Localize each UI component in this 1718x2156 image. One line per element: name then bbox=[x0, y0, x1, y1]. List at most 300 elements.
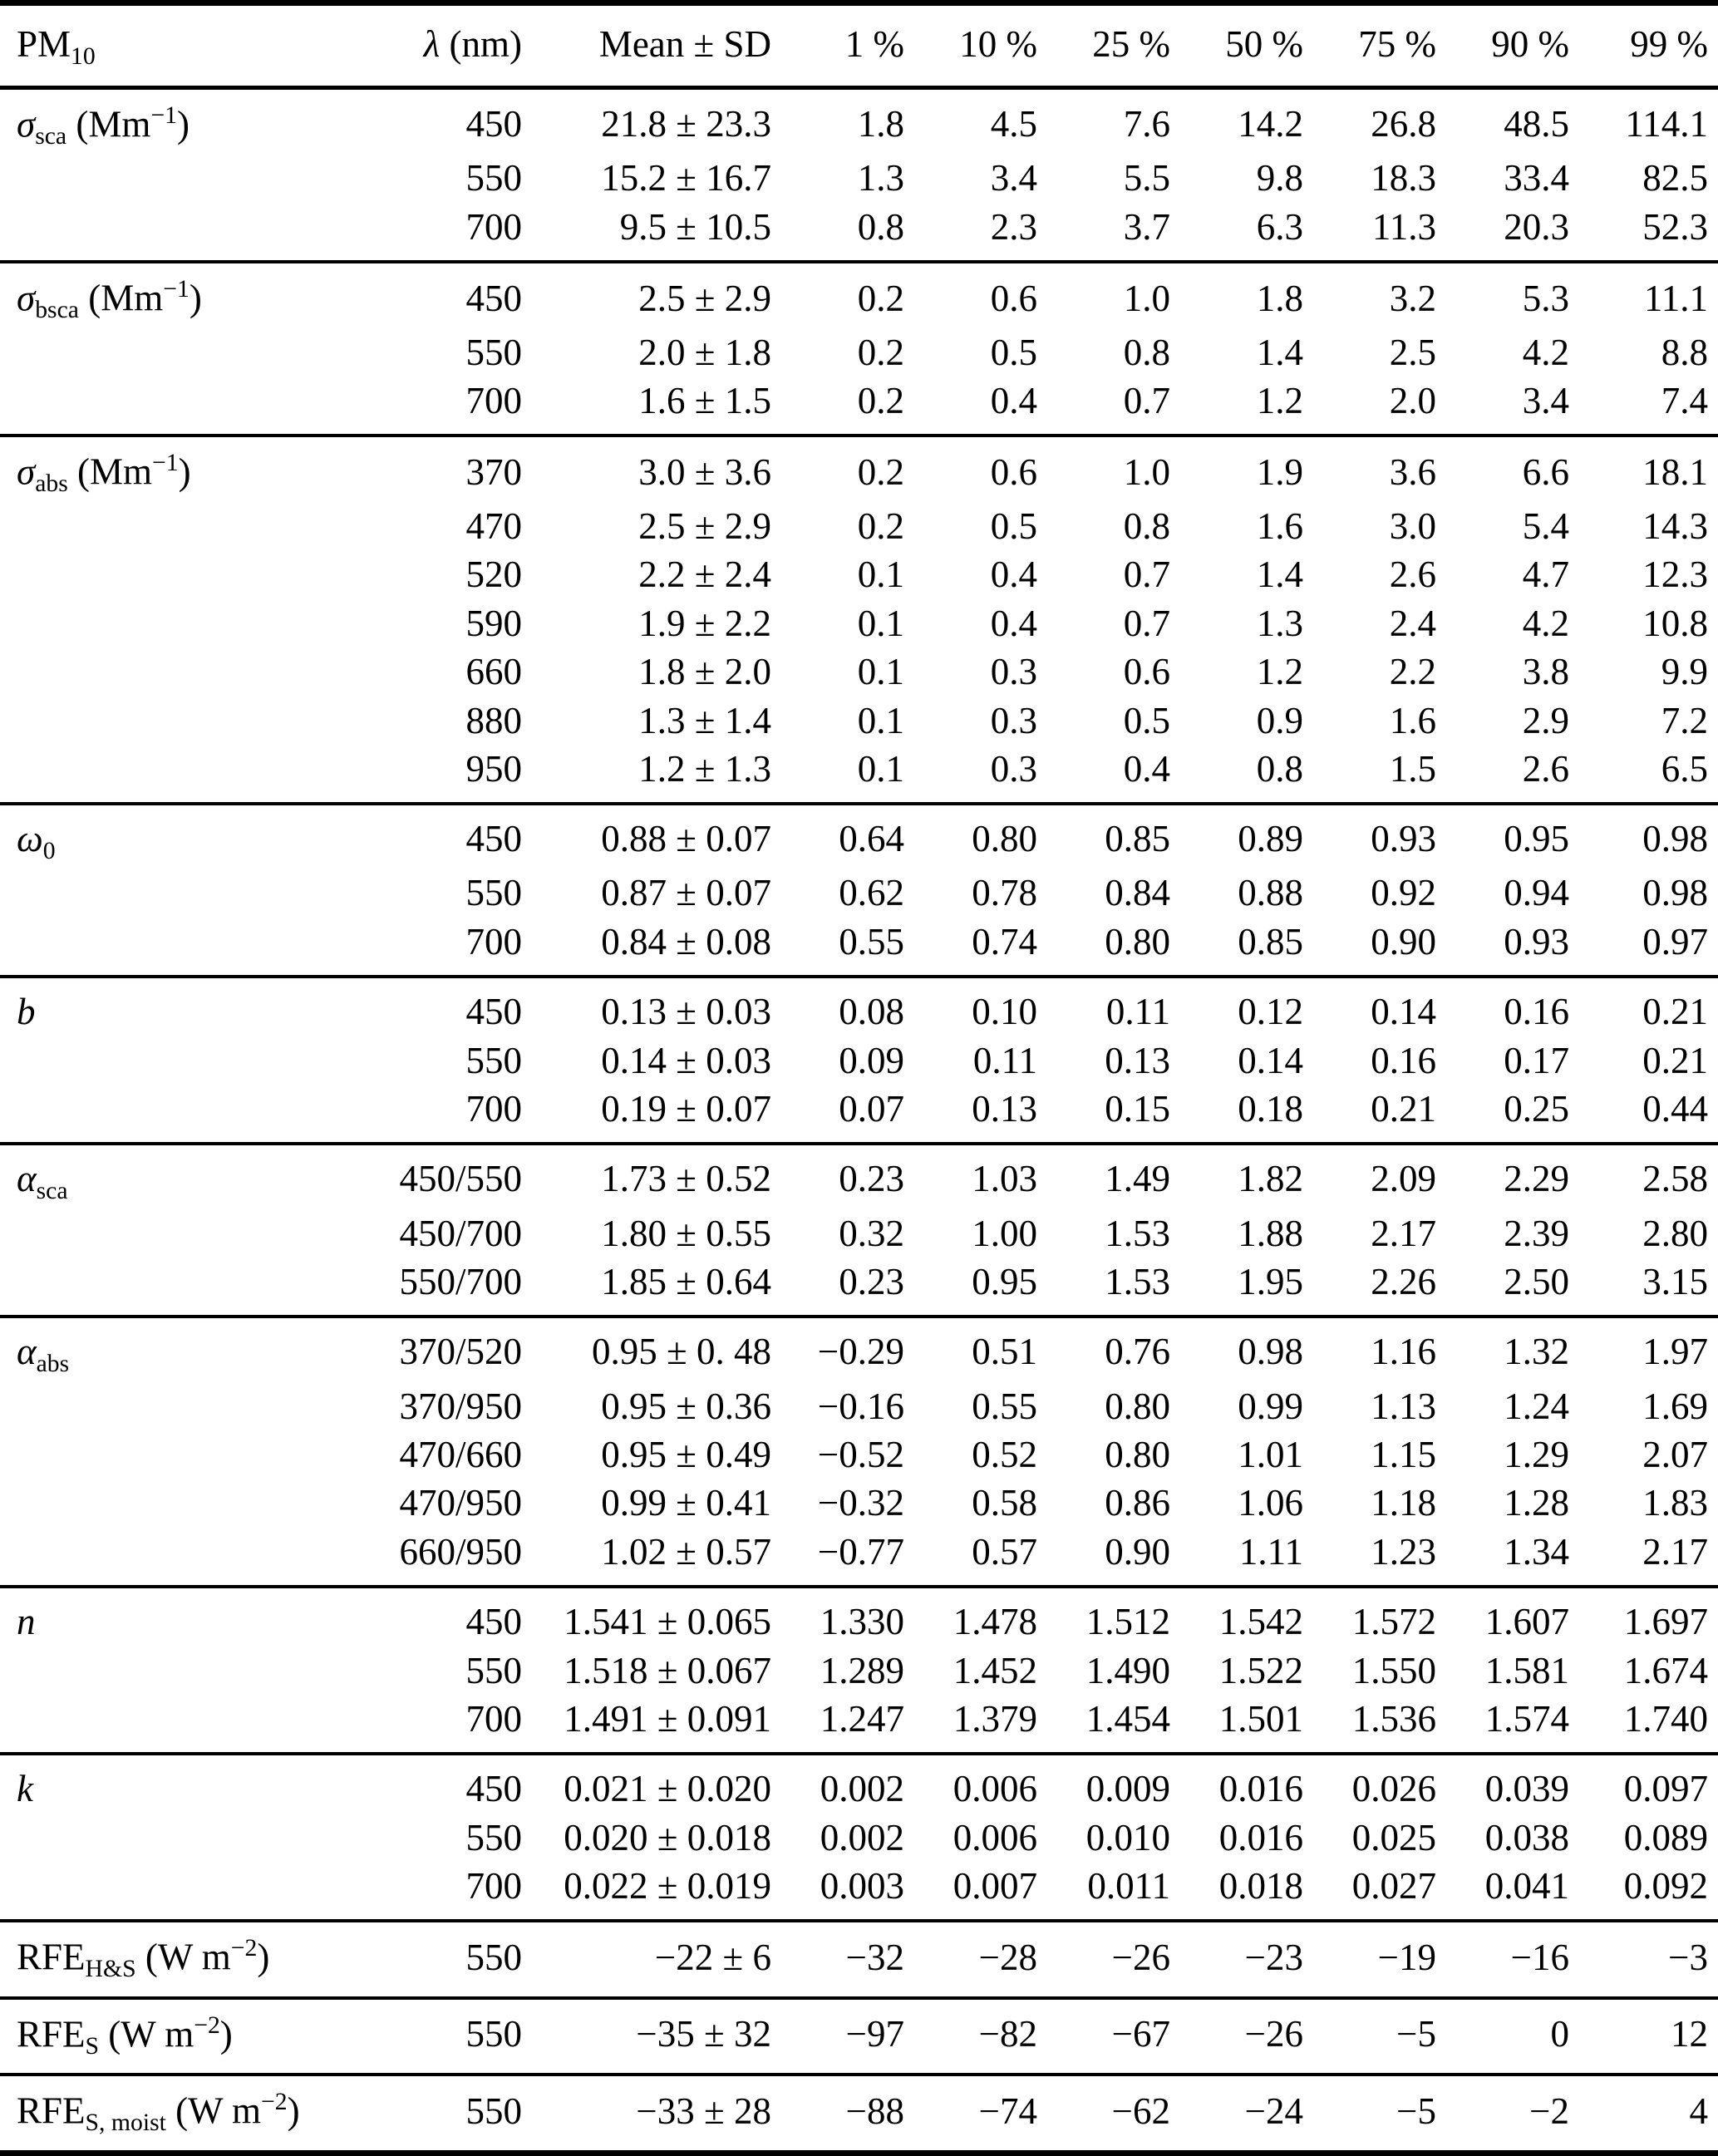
percentile-cell: 1.32 bbox=[1504, 1331, 1569, 1373]
label-part: sca bbox=[35, 123, 67, 150]
label-part: ) bbox=[189, 277, 202, 319]
percentile-cell: 4 bbox=[1579, 2075, 1718, 2153]
label-part: abs bbox=[35, 470, 68, 498]
row-label bbox=[0, 1317, 366, 1381]
percentile-cell: 1.03 bbox=[972, 1158, 1037, 1200]
row-label bbox=[0, 1998, 366, 2075]
mean-sd-cell: 0.99 ± 0.41 bbox=[601, 1482, 771, 1524]
row-label bbox=[0, 1754, 366, 1813]
lambda-cell: 550 bbox=[465, 331, 522, 373]
lambda-cell: 700 bbox=[366, 1862, 532, 1921]
label-part: (W m bbox=[99, 2013, 194, 2055]
lambda-cell: 470/660 bbox=[399, 1433, 522, 1475]
percentile-cell: 2.29 bbox=[1504, 1158, 1569, 1200]
label-part: S bbox=[85, 2033, 100, 2060]
percentile-cell: 0.1 bbox=[781, 745, 914, 804]
lambda-cell: 550/700 bbox=[366, 1258, 532, 1317]
percentile-cell: 0.7 bbox=[1123, 554, 1170, 596]
row-label bbox=[0, 1036, 366, 1085]
lambda-cell: 550 bbox=[465, 157, 522, 199]
mean-sd-cell: 1.9 ± 2.2 bbox=[638, 602, 771, 644]
percentile-cell: 0.57 bbox=[914, 1528, 1047, 1587]
percentile-cell: 12 bbox=[1579, 1998, 1718, 2075]
lambda-cell: 700 bbox=[366, 377, 532, 436]
table-row bbox=[0, 1695, 1718, 1754]
percentile-cell: 0.80 bbox=[972, 818, 1037, 860]
row-label bbox=[0, 1144, 366, 1208]
lambda-cell: 590 bbox=[465, 602, 522, 644]
row-label bbox=[0, 1085, 366, 1144]
percentile-cell: 0.8 bbox=[1123, 331, 1170, 373]
column-header-p90: 90 % bbox=[1446, 3, 1579, 88]
label-part: σ bbox=[17, 277, 36, 319]
percentile-cell: 0.6 bbox=[990, 450, 1037, 493]
column-header-pm10 bbox=[0, 3, 366, 88]
percentile-cell: 1.330 bbox=[820, 1601, 904, 1643]
percentile-cell: −0.16 bbox=[817, 1385, 904, 1427]
percentile-cell: 0.4 bbox=[990, 602, 1037, 644]
table-row bbox=[0, 502, 1718, 550]
percentile-cell: 1.289 bbox=[820, 1649, 904, 1691]
percentile-cell: 48.5 bbox=[1504, 103, 1569, 145]
percentile-cell: 0.78 bbox=[972, 872, 1037, 914]
percentile-cell: 0.026 bbox=[1351, 1768, 1436, 1810]
row-label bbox=[0, 1430, 366, 1479]
percentile-cell: 9.8 bbox=[1256, 157, 1303, 199]
percentile-cell: 0.025 bbox=[1351, 1816, 1436, 1858]
percentile-cell: 2.39 bbox=[1504, 1212, 1569, 1254]
percentile-cell: 1.49 bbox=[1105, 1158, 1170, 1200]
table-row bbox=[0, 1317, 1718, 1381]
percentile-cell: 1.16 bbox=[1371, 1331, 1436, 1373]
mean-sd-cell: 0.95 ± 0.36 bbox=[601, 1385, 771, 1427]
percentile-cell: 0.097 bbox=[1623, 1768, 1708, 1810]
percentile-cell: 0.99 bbox=[1238, 1385, 1303, 1427]
percentile-cell: 2.3 bbox=[914, 203, 1047, 262]
percentile-cell: 0.3 bbox=[990, 699, 1037, 741]
percentile-cell: 0.5 bbox=[990, 331, 1037, 373]
percentile-cell: 3.4 bbox=[990, 157, 1037, 199]
percentile-cell: 1.454 bbox=[1047, 1695, 1180, 1754]
label-part: S, moist bbox=[85, 2109, 166, 2137]
percentile-cell: 4.2 bbox=[1522, 602, 1569, 644]
percentile-cell: 0.17 bbox=[1504, 1039, 1569, 1081]
label-part: ) bbox=[287, 2090, 300, 2132]
table-row bbox=[0, 1754, 1718, 1813]
percentile-cell: 0.74 bbox=[914, 918, 1047, 977]
row-label bbox=[0, 804, 366, 869]
percentile-cell: −26 bbox=[1047, 1921, 1180, 1998]
percentile-cell: 3.15 bbox=[1579, 1258, 1718, 1317]
percentile-cell: 3.7 bbox=[1047, 203, 1180, 262]
mean-sd-cell: 9.5 ± 10.5 bbox=[532, 203, 781, 262]
row-label bbox=[0, 697, 366, 745]
percentile-cell: 0.86 bbox=[1105, 1482, 1170, 1524]
percentile-cell: 0.002 bbox=[820, 1816, 904, 1858]
mean-sd-cell: 0.95 ± 0.49 bbox=[601, 1433, 771, 1475]
percentile-cell: 6.3 bbox=[1180, 203, 1313, 262]
percentile-cell: 0.94 bbox=[1504, 872, 1569, 914]
percentile-cell: 0.89 bbox=[1238, 818, 1303, 860]
row-label bbox=[0, 869, 366, 917]
percentile-cell: 1.53 bbox=[1105, 1212, 1170, 1254]
percentile-cell: 0.13 bbox=[914, 1085, 1047, 1144]
percentile-cell: 1.452 bbox=[953, 1649, 1037, 1691]
percentile-cell: 18.1 bbox=[1642, 450, 1708, 493]
percentile-cell: 1.06 bbox=[1238, 1482, 1303, 1524]
percentile-cell: 14.3 bbox=[1642, 505, 1708, 547]
label-part: RFE bbox=[17, 2090, 86, 2132]
column-header-lambda bbox=[366, 3, 532, 88]
table-row bbox=[0, 328, 1718, 377]
lambda-cell: 550 bbox=[465, 1649, 522, 1691]
percentile-cell: 0.23 bbox=[781, 1258, 914, 1317]
mean-sd-cell: 1.2 ± 1.3 bbox=[532, 745, 781, 804]
row-label bbox=[0, 262, 366, 328]
mean-sd-cell: 0.95 ± 0. 48 bbox=[592, 1331, 771, 1373]
table-row bbox=[0, 1528, 1718, 1587]
table-row bbox=[0, 203, 1718, 262]
percentile-cell: 0.7 bbox=[1047, 377, 1180, 436]
percentile-cell: 1.28 bbox=[1504, 1482, 1569, 1524]
percentile-cell: 0.16 bbox=[1371, 1039, 1436, 1081]
mean-sd-cell: 21.8 ± 23.3 bbox=[601, 103, 771, 145]
row-label bbox=[0, 436, 366, 502]
column-header-p50: 50 % bbox=[1180, 3, 1313, 88]
percentile-cell: 1.34 bbox=[1446, 1528, 1579, 1587]
table-row bbox=[0, 869, 1718, 917]
table-row bbox=[0, 1479, 1718, 1527]
percentile-cell: −28 bbox=[914, 1921, 1047, 1998]
percentile-cell: 1.8 bbox=[1256, 277, 1303, 319]
lambda-cell: 450 bbox=[465, 818, 522, 860]
percentile-cell: 0.018 bbox=[1180, 1862, 1313, 1921]
percentile-cell: 0.80 bbox=[1105, 1433, 1170, 1475]
label-part: abs bbox=[36, 1351, 70, 1378]
percentile-cell: 0.95 bbox=[914, 1258, 1047, 1317]
percentile-cell: 0.15 bbox=[1047, 1085, 1180, 1144]
percentile-cell: 2.5 bbox=[1389, 331, 1436, 373]
mean-sd-cell: 2.5 ± 2.9 bbox=[638, 277, 771, 319]
row-label bbox=[0, 647, 366, 696]
percentile-cell: 0.6 bbox=[990, 277, 1037, 319]
percentile-cell: 0.007 bbox=[914, 1862, 1047, 1921]
lambda-cell: 700 bbox=[366, 918, 532, 977]
lambda-cell: 450 bbox=[465, 991, 522, 1033]
percentile-cell: 0.011 bbox=[1047, 1862, 1180, 1921]
percentile-cell: −0.29 bbox=[817, 1331, 904, 1373]
percentile-cell: 4.5 bbox=[990, 103, 1037, 145]
lambda-cell: 660 bbox=[465, 651, 522, 693]
label-part: bsca bbox=[35, 297, 79, 324]
percentile-cell: 0.8 bbox=[1180, 745, 1313, 804]
column-header-p75: 75 % bbox=[1313, 3, 1446, 88]
percentile-cell: 0.85 bbox=[1105, 818, 1170, 860]
percentile-cell: −26 bbox=[1180, 1998, 1313, 2075]
lambda-cell: 520 bbox=[465, 554, 522, 596]
percentile-cell: 7.6 bbox=[1123, 103, 1170, 145]
percentile-cell: 0.51 bbox=[972, 1331, 1037, 1373]
percentile-cell: 12.3 bbox=[1642, 554, 1708, 596]
label-part: α bbox=[17, 1158, 37, 1200]
percentile-cell: −2 bbox=[1446, 2075, 1579, 2153]
percentile-cell: 1.8 bbox=[857, 103, 904, 145]
percentile-cell: 1.501 bbox=[1180, 1695, 1313, 1754]
percentile-cell: 0.009 bbox=[1085, 1768, 1170, 1810]
percentile-cell: 0.016 bbox=[1218, 1816, 1303, 1858]
lambda-unit: (nm) bbox=[440, 23, 522, 65]
column-header-p25: 25 % bbox=[1047, 3, 1180, 88]
percentile-cell: 6.5 bbox=[1579, 745, 1718, 804]
mean-sd-cell: 1.3 ± 1.4 bbox=[638, 699, 771, 741]
percentile-cell: 7.2 bbox=[1661, 699, 1708, 741]
table-row bbox=[0, 377, 1718, 436]
table-row bbox=[0, 1862, 1718, 1921]
table-row bbox=[0, 154, 1718, 202]
table-row bbox=[0, 550, 1718, 598]
percentile-cell: 1.0 bbox=[1123, 450, 1170, 493]
percentile-cell: 1.247 bbox=[781, 1695, 914, 1754]
percentile-cell: 1.4 bbox=[1256, 331, 1303, 373]
percentile-cell: 5.5 bbox=[1123, 157, 1170, 199]
percentile-cell: 0.88 bbox=[1238, 872, 1303, 914]
mean-sd-cell: 1.02 ± 0.57 bbox=[532, 1528, 781, 1587]
lambda-cell: 550 bbox=[465, 872, 522, 914]
percentile-cell: 1.3 bbox=[1256, 602, 1303, 644]
percentile-cell: 0.6 bbox=[1123, 651, 1170, 693]
percentile-cell: 1.536 bbox=[1313, 1695, 1446, 1754]
percentile-cell: 0.16 bbox=[1504, 991, 1569, 1033]
percentile-cell: 2.6 bbox=[1446, 745, 1579, 804]
mean-sd-cell: 1.85 ± 0.64 bbox=[532, 1258, 781, 1317]
percentile-cell: 0.2 bbox=[857, 277, 904, 319]
percentile-cell: 0.18 bbox=[1180, 1085, 1313, 1144]
table-row bbox=[0, 1998, 1718, 2075]
percentile-cell: 0.14 bbox=[1371, 991, 1436, 1033]
table-row bbox=[0, 1814, 1718, 1862]
percentile-cell: 0.2 bbox=[857, 331, 904, 373]
percentile-cell: 0.25 bbox=[1446, 1085, 1579, 1144]
percentile-cell: 1.697 bbox=[1623, 1601, 1708, 1643]
lambda-cell: 550 bbox=[366, 1998, 532, 2075]
label-part: −1 bbox=[150, 101, 177, 129]
percentile-cell: 1.83 bbox=[1642, 1482, 1708, 1524]
percentile-cell: 0.32 bbox=[839, 1212, 904, 1254]
label-part: −2 bbox=[261, 2089, 288, 2116]
mean-sd-cell: 0.84 ± 0.08 bbox=[532, 918, 781, 977]
percentile-cell: 0.52 bbox=[972, 1433, 1037, 1475]
percentile-cell: 2.50 bbox=[1446, 1258, 1579, 1317]
percentile-cell: 2.17 bbox=[1579, 1528, 1718, 1587]
lambda-cell: 370/520 bbox=[399, 1331, 522, 1373]
lambda-cell: 550 bbox=[465, 1816, 522, 1858]
row-label bbox=[0, 1528, 366, 1587]
percentile-cell: 9.9 bbox=[1661, 651, 1708, 693]
table-row bbox=[0, 1587, 1718, 1646]
label-part: H&S bbox=[85, 1956, 136, 1983]
percentile-cell: 0.90 bbox=[1047, 1528, 1180, 1587]
percentile-cell: 2.4 bbox=[1389, 602, 1436, 644]
pm-subscript: 10 bbox=[71, 42, 96, 70]
row-label bbox=[0, 2075, 366, 2153]
table-row bbox=[0, 1209, 1718, 1258]
header-row bbox=[0, 3, 1718, 88]
percentile-cell: 0.13 bbox=[1105, 1039, 1170, 1081]
percentile-cell: −19 bbox=[1313, 1921, 1446, 1998]
percentile-cell: 0.7 bbox=[1123, 602, 1170, 644]
percentile-cell: −5 bbox=[1313, 2075, 1446, 2153]
lambda-cell: 550 bbox=[366, 2075, 532, 2153]
percentile-cell: 0.55 bbox=[972, 1385, 1037, 1427]
percentile-cell: 2.2 bbox=[1389, 651, 1436, 693]
percentile-cell: 0.4 bbox=[914, 377, 1047, 436]
row-label bbox=[0, 977, 366, 1036]
percentile-cell: 1.69 bbox=[1642, 1385, 1708, 1427]
percentile-cell: 1.88 bbox=[1238, 1212, 1303, 1254]
percentile-cell: 7.4 bbox=[1579, 377, 1718, 436]
percentile-cell: 2.17 bbox=[1371, 1212, 1436, 1254]
label-part: RFE bbox=[17, 2013, 86, 2055]
percentile-cell: 0.58 bbox=[972, 1482, 1037, 1524]
percentile-cell: 0.003 bbox=[781, 1862, 914, 1921]
mean-sd-cell: 1.541 ± 0.065 bbox=[564, 1601, 771, 1643]
percentile-cell: 0.97 bbox=[1579, 918, 1718, 977]
percentile-cell: 1.379 bbox=[914, 1695, 1047, 1754]
percentile-cell: 0.11 bbox=[1105, 991, 1170, 1033]
lambda-cell: 370/950 bbox=[399, 1385, 522, 1427]
column-header-p10: 10 % bbox=[914, 3, 1047, 88]
label-part: 0 bbox=[42, 838, 56, 865]
percentile-cell: 11.1 bbox=[1643, 277, 1708, 319]
percentile-cell: 0.3 bbox=[914, 745, 1047, 804]
lambda-cell: 450/700 bbox=[399, 1212, 522, 1254]
percentile-cell: 0.44 bbox=[1579, 1085, 1718, 1144]
label-part: ω bbox=[17, 818, 43, 860]
label-part: ) bbox=[176, 103, 190, 145]
percentile-cell: 0.98 bbox=[1238, 1331, 1303, 1373]
percentile-cell: 3.0 bbox=[1389, 505, 1436, 547]
table-row bbox=[0, 1258, 1718, 1317]
table-row bbox=[0, 2075, 1718, 2153]
percentile-cell: 0.1 bbox=[857, 602, 904, 644]
lambda-cell: 450 bbox=[465, 103, 522, 145]
percentile-cell: −3 bbox=[1579, 1921, 1718, 1998]
label-part: k bbox=[17, 1768, 33, 1810]
lambda-cell: 450 bbox=[465, 277, 522, 319]
percentile-cell: 114.1 bbox=[1625, 103, 1708, 145]
percentile-cell: 1.13 bbox=[1371, 1385, 1436, 1427]
table-row bbox=[0, 262, 1718, 328]
percentile-cell: 0.84 bbox=[1105, 872, 1170, 914]
table-row bbox=[0, 745, 1718, 804]
mean-sd-cell: 0.19 ± 0.07 bbox=[532, 1085, 781, 1144]
mean-sd-cell: −33 ± 28 bbox=[532, 2075, 781, 2153]
percentile-cell: −5 bbox=[1313, 1998, 1446, 2075]
percentile-cell: 0.3 bbox=[990, 651, 1037, 693]
percentile-cell: 1.9 bbox=[1256, 450, 1303, 493]
lambda-cell: 950 bbox=[366, 745, 532, 804]
percentile-cell: 0.92 bbox=[1371, 872, 1436, 914]
percentile-cell: 0.002 bbox=[820, 1768, 904, 1810]
percentile-cell: 0.4 bbox=[990, 554, 1037, 596]
label-part: −2 bbox=[194, 2011, 220, 2039]
percentile-cell: −74 bbox=[914, 2075, 1047, 2153]
mean-sd-cell: 0.13 ± 0.03 bbox=[601, 991, 771, 1033]
percentile-cell: 33.4 bbox=[1504, 157, 1569, 199]
lambda-cell: 450 bbox=[465, 1601, 522, 1643]
table-body bbox=[0, 87, 1718, 2153]
percentile-cell: 0.11 bbox=[972, 1039, 1037, 1081]
percentile-cell: 1.95 bbox=[1180, 1258, 1313, 1317]
percentile-cell: 0.5 bbox=[1123, 699, 1170, 741]
percentile-cell: 1.3 bbox=[857, 157, 904, 199]
percentile-cell: 0.039 bbox=[1484, 1768, 1569, 1810]
table-row bbox=[0, 599, 1718, 647]
row-label bbox=[0, 745, 366, 804]
percentile-cell: 0.016 bbox=[1218, 1768, 1303, 1810]
percentile-cell: 0.21 bbox=[1313, 1085, 1446, 1144]
percentile-cell: −16 bbox=[1446, 1921, 1579, 1998]
percentile-cell: −67 bbox=[1047, 1998, 1180, 2075]
label-part: −2 bbox=[230, 1935, 258, 1962]
mean-sd-cell: 15.2 ± 16.7 bbox=[601, 157, 771, 199]
percentile-cell: 0.027 bbox=[1313, 1862, 1446, 1921]
percentile-cell: 2.9 bbox=[1522, 699, 1569, 741]
label-part: −1 bbox=[163, 276, 190, 303]
percentile-cell: 0.98 bbox=[1642, 818, 1708, 860]
label-part: b bbox=[17, 991, 36, 1033]
percentile-cell: 0.76 bbox=[1105, 1331, 1170, 1373]
percentile-cell: 0.2 bbox=[857, 450, 904, 493]
percentile-cell: 8.8 bbox=[1661, 331, 1708, 373]
mean-sd-cell: 2.0 ± 1.8 bbox=[638, 331, 771, 373]
percentile-cell: 1.478 bbox=[953, 1601, 1037, 1643]
percentile-cell: 1.11 bbox=[1180, 1528, 1313, 1587]
mean-sd-cell: 1.80 ± 0.55 bbox=[601, 1212, 771, 1254]
mean-sd-cell: 0.88 ± 0.07 bbox=[601, 818, 771, 860]
mean-sd-cell: 0.14 ± 0.03 bbox=[601, 1039, 771, 1081]
lambda-cell: 550 bbox=[465, 1039, 522, 1081]
row-label bbox=[0, 550, 366, 598]
percentile-cell: 1.24 bbox=[1504, 1385, 1569, 1427]
percentile-cell: −0.52 bbox=[817, 1433, 904, 1475]
table-row bbox=[0, 436, 1718, 502]
mean-sd-cell: 0.020 ± 0.018 bbox=[564, 1816, 771, 1858]
percentile-cell: 0.07 bbox=[781, 1085, 914, 1144]
percentile-cell: 1.15 bbox=[1371, 1433, 1436, 1475]
percentile-cell: 0.12 bbox=[1238, 991, 1303, 1033]
percentile-cell: 0.2 bbox=[857, 505, 904, 547]
percentile-cell: 0.08 bbox=[839, 991, 904, 1033]
lambda-cell: 660/950 bbox=[366, 1528, 532, 1587]
table-row bbox=[0, 1921, 1718, 1998]
percentile-cell: 1.740 bbox=[1579, 1695, 1718, 1754]
percentile-cell: 1.674 bbox=[1623, 1649, 1708, 1691]
percentile-cell: 26.8 bbox=[1371, 103, 1436, 145]
percentile-cell: 0.93 bbox=[1446, 918, 1579, 977]
column-header-mean-sd: Mean ± SD bbox=[532, 3, 781, 88]
percentile-cell: 3.6 bbox=[1389, 450, 1436, 493]
percentile-cell: −97 bbox=[781, 1998, 914, 2075]
mean-sd-cell: 0.87 ± 0.07 bbox=[601, 872, 771, 914]
percentile-cell: 0.23 bbox=[839, 1158, 904, 1200]
percentile-cell: 18.3 bbox=[1371, 157, 1436, 199]
row-label bbox=[0, 328, 366, 377]
mean-sd-cell: 0.021 ± 0.020 bbox=[564, 1768, 771, 1810]
percentile-cell: 1.82 bbox=[1238, 1158, 1303, 1200]
percentile-cell: 1.542 bbox=[1218, 1601, 1303, 1643]
table-row bbox=[0, 1144, 1718, 1208]
